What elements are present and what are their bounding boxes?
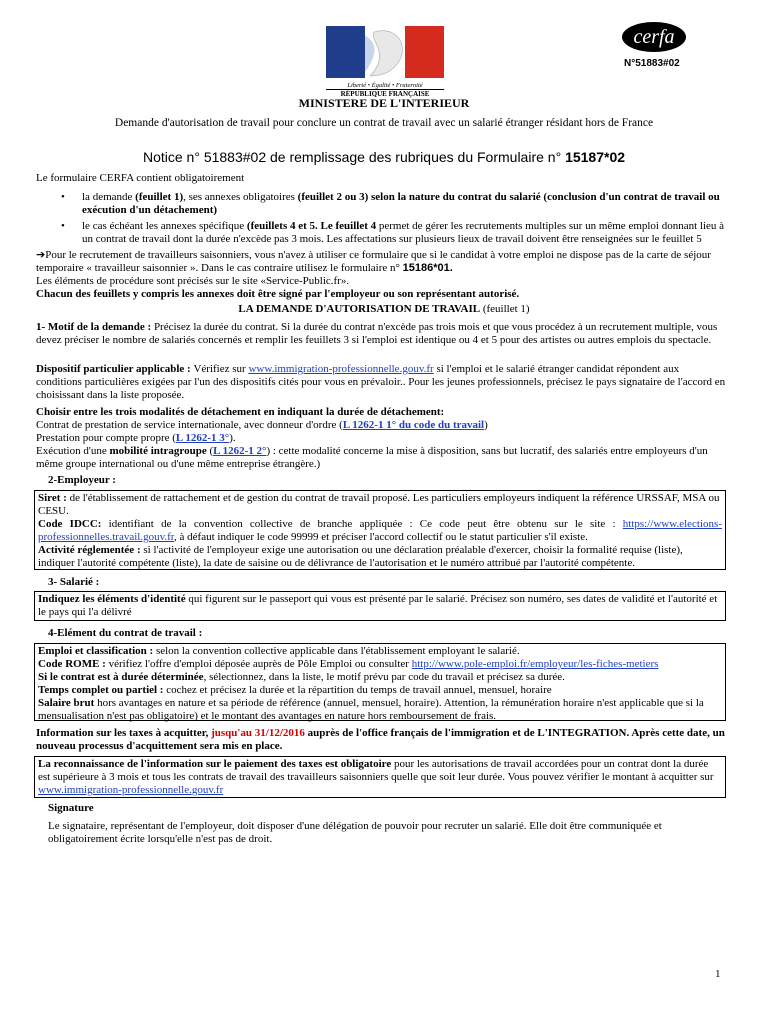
immigration-link-2[interactable]: www.immigration-professionnelle.gouv.fr (38, 783, 224, 796)
link-l1262-1-2[interactable]: L 1262-1 2° (213, 444, 267, 457)
d1-a: Contrat de prestation de service internationale, avec donneur d'ordre ( (36, 418, 343, 431)
activite-line (38, 544, 722, 570)
detachement-line-1 (36, 419, 726, 432)
salarie-text: qui figurent sur le passeport qui vous est présenté par le salarié. Précisez son numéro, ses dates de validité et l'autorité et le pays qui l'a délivré (38, 593, 718, 618)
logo-motto: Liberté • Égalité • Fraternité (347, 81, 423, 89)
b1-c: , ses annexes obligatoires (183, 190, 298, 203)
link-l1262-1-3[interactable]: L 1262-1 3° (175, 431, 230, 444)
rome-label: Code ROME : (38, 657, 109, 670)
b1-a: la demande (82, 190, 136, 203)
taxes-text-b: auprès de l'office français de l'immigration et de L'INTEGRATION. Après cette date, un nouveau processus d'acquittement sera mis en place. (36, 727, 725, 752)
signature-heading: Signature (48, 802, 94, 814)
form-subtitle: Demande d'autorisation de travail pour conclure un contrat de travail avec un salarié étranger résidant hors de France (114, 117, 654, 129)
salaire-label: Salaire brut (38, 696, 98, 709)
contrat-box (34, 643, 726, 721)
cdd-text: , sélectionnez, dans la liste, le motif prévu par code du travail et précisez sa durée. (203, 670, 565, 683)
signature-text: Le signataire, représentant de l'employeur, doit disposer d'une délégation de pouvoir pour recruter un salarié. Elle doit être communiquée et obligatoirement écrite lorsqu'elle n'est pas de droit. (48, 820, 662, 845)
salarie-heading: 3- Salarié : (48, 576, 100, 588)
emploi-text: selon la convention collective applicable dans l'établissement employant le salarié. (155, 645, 520, 657)
notice-title (0, 149, 768, 166)
salarie-label: Indiquez les éléments d'identité (38, 593, 186, 605)
seasonal-a: Pour le recrutement de travailleurs saisonniers, vous n'avez à utiliser ce formulaire que si le candidat à votre emploi ne dispose pas de la carte de séjour temporaire « travailleur saisonnier ». Dans le cas contraire utilisez le formulaire n° (36, 248, 711, 274)
detachement-section (36, 406, 726, 471)
idcc-text-b: , à défaut indiquer le code 99999 et préciser l'accord collectif ou le statut particulier s'il existe. (174, 530, 588, 543)
d3-a: Exécution d'une (36, 444, 110, 457)
ministry-title: MINISTERE DE L'INTERIEUR (298, 96, 470, 110)
d1-b: ) (484, 418, 488, 431)
logo-republic: RÉPUBLIQUE FRANÇAISE (326, 89, 444, 98)
notice-title-prefix: Notice n° 51883#02 de remplissage des rubriques du Formulaire n° (142, 149, 566, 165)
d3-c: ) : cette modalité concerne la mise à disposition, sans but lucratif, des salariés entre employeurs d'un même groupe international ou d'une même entreprise étrangère.) (36, 444, 708, 470)
activite-text: si l'activité de l'employeur exige une autorisation ou une déclaration préalable d'exercer, choisir la formalité requise (liste), indiquer l'autorité compétente (liste), la date de saisine ou de délivrance de l'autorisation et le numéro attribué par l'autorité compétente. (38, 543, 683, 569)
idcc-text-a: identifiant de la convention collective de branche appliquée : Ce code peut être obtenu sur le site : (108, 517, 623, 530)
detachement-title: Choisir entre les trois modalités de détachement en indiquant la durée de détachement: (36, 406, 445, 418)
motif-text: Précisez la durée du contrat. Si la durée du contrat n'excède pas trois mois et que vous procédez à un recrutement multiple, vous devez préciser le nombre de salariés concernés et remplir les feuillets 3 si l'emploi est identique ou 4 et 5 pour des artistes ou autres emplois du spectacle. (36, 321, 718, 346)
motif-label: 1- Motif de la demande : (36, 321, 154, 333)
siret-line (38, 492, 722, 518)
taxes-box-label: La reconnaissance de l'information sur le paiement des taxes est obligatoire (38, 758, 392, 770)
b1-d: (feuillet 2 ou 3) selon la nature du contrat du salarié (conclusion d'un contrat de travail ou exécution d'un détachement) (82, 190, 720, 216)
cerfa-number: N°51883#02 (624, 58, 680, 69)
republique-logo (326, 26, 444, 99)
elections-link[interactable]: https://www.elections-professionnelles.travail.gouv.fr (38, 517, 722, 543)
contrat-heading: 4-Elément du contrat de travail : (48, 627, 203, 639)
temps-text: cochez et précisez la durée et la répartition du temps de travail annuel, mensuel, horaire (166, 683, 552, 696)
b1-b: (feuillet 1) (135, 190, 184, 203)
salaire-line (38, 697, 722, 723)
procedure-note: Les éléments de procédure sont précisés sur le site «Service-Public.fr». (36, 274, 350, 287)
d3-bold: mobilité intragroupe (109, 444, 207, 457)
notice-title-form: 15187*02 (565, 149, 626, 165)
d3-b: ( (206, 444, 214, 457)
emploi-label: Emploi et classification : (38, 645, 156, 657)
employeur-box (34, 490, 726, 570)
detachement-line-2 (36, 432, 726, 445)
motif-section (36, 321, 726, 347)
marianne-flag-icon (326, 26, 444, 78)
temps-label: Temps complet ou partiel : (38, 683, 167, 696)
b2-c: permet de gérer les recrutements multiples sur un même emploi donnant lieu à un contrat de travail dont la durée n'excède pas 3 mois. Les affectations sur plusieurs lieux de travail doivent être renseignées sur le feuillet 5 (82, 219, 725, 245)
demande-title-suffix: (feuillet 1) (480, 303, 530, 315)
d2-b: ). (229, 431, 236, 444)
intro-section (36, 172, 726, 301)
detachement-line-3 (36, 445, 726, 471)
taxes-deadline: jusqu'au 31/12/2016 (211, 727, 305, 739)
bullet-feuillet-4-5 (36, 220, 726, 246)
page-number: 1 (715, 968, 721, 980)
taxes-box (34, 756, 726, 798)
siret-label: Siret : (38, 492, 70, 504)
temps-line (38, 684, 722, 697)
taxes-text-a: Information sur les taxes à acquitter, (36, 727, 212, 739)
demande-title-main: LA DEMANDE D'AUTORISATION DE TRAVAIL (238, 303, 481, 315)
signed-note: Chacun des feuillets y compris les annexes doit être signé par l'employeur ou son représentant autorisé. (36, 287, 520, 300)
siret-text: de l'établissement de rattachement et de gestion du contrat de travail proposé. Les particuliers employeurs indiquent la référence URSSAF, MSA ou CESU. (38, 492, 720, 517)
cerfa-logo-text: cerfa (633, 26, 675, 48)
rome-text: vérifiez l'offre d'emploi déposée auprès de Pôle Emploi ou consulter (108, 657, 412, 670)
d2-a: Prestation pour compte propre ( (36, 431, 176, 444)
intro-bullets (36, 191, 726, 246)
employeur-heading: 2-Employeur : (48, 474, 116, 486)
bullet-feuillet-1 (36, 191, 726, 217)
arrow-right-icon: ➔ (36, 247, 46, 261)
dispositif-text-a: Vérifiez sur (193, 363, 249, 375)
seasonal-note (36, 249, 726, 275)
taxes-info (36, 727, 726, 753)
dispositif-label: Dispositif particulier applicable : (36, 363, 194, 375)
dispositif-section (36, 363, 726, 402)
dispositif-text-b: si l'emploi et le salarié étranger candidat répondent aux conditions particulières exigées par l'un des dispositifs cités pour vous en prévaloir.. Pour les jeunes professionnels, précisez le pays signataire de l'accord en choisissant dans la liste proposée. (36, 363, 726, 401)
cerfa-logo (622, 22, 686, 52)
salaire-text: hors avantages en nature et sa période de référence (annuel, mensuel, horaire). Attention, la rémunération horaire n'est applicable que si la mensualisation n'est pas obligatoire) et le montant des avantages en nature hors remboursement de frais. (38, 696, 704, 722)
immigration-link[interactable]: www.immigration-professionnelle.gouv.fr (248, 363, 434, 375)
activite-label: Activité réglementée : (38, 543, 144, 556)
b2-a: le cas échéant les annexes spécifique (82, 219, 247, 232)
rome-line (38, 658, 722, 671)
demande-title (0, 303, 768, 316)
seasonal-b: 15186*01. (402, 261, 453, 274)
idcc-line (38, 518, 722, 544)
pole-emploi-link[interactable]: http://www.pole-emploi.fr/employeur/les-fiches-metiers (411, 657, 659, 670)
intro-contains: Le formulaire CERFA contient obligatoirement (36, 172, 245, 184)
b2-b: (feuillets 4 et 5. Le feuillet 4 (246, 219, 377, 232)
salarie-box (34, 591, 726, 621)
cdd-label: Si le contrat est à durée déterminée (38, 670, 204, 683)
idcc-label: Code IDCC: (38, 517, 109, 530)
cdd-line (38, 671, 722, 684)
link-l1262-1-1[interactable]: L 1262-1 1° du code du travail (342, 418, 485, 431)
emploi-line (38, 645, 722, 658)
taxes-box-text: pour les autorisations de travail accordées pour un contrat dont la durée est supérieure à 3 mois et tous les contrats de travail des travailleurs saisonniers quelle que soit leur durée. Vous pouvez vérifier le montant à acquitter sur (38, 758, 714, 783)
